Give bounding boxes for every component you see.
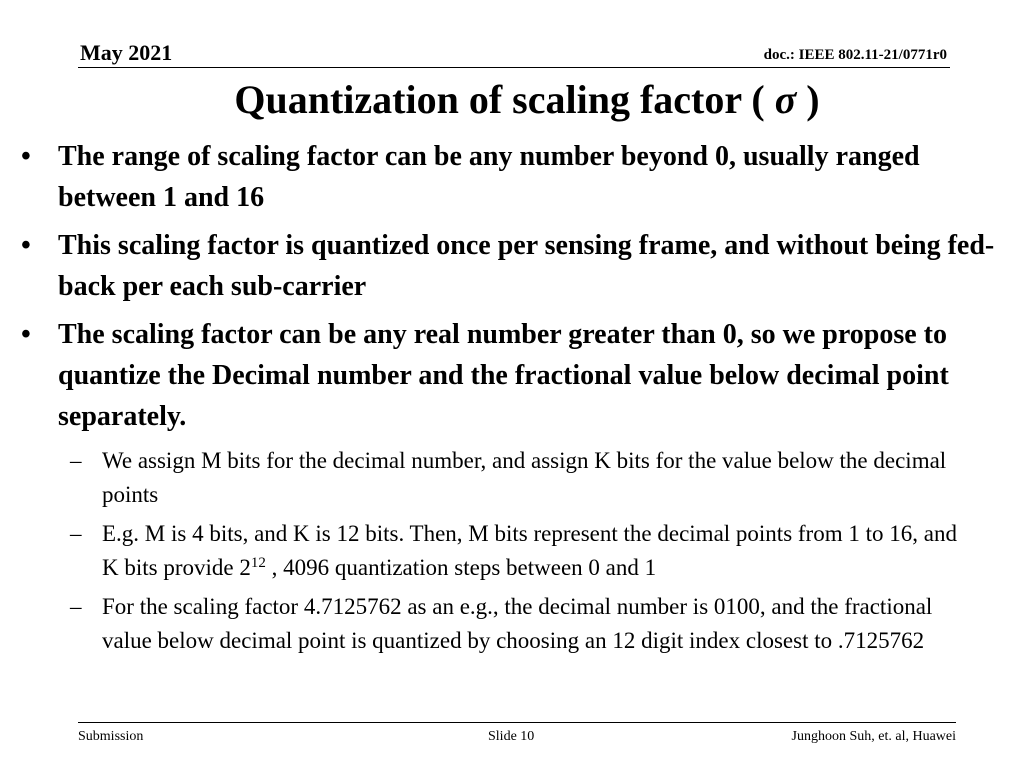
bullet-text: The scaling factor can be any real number greater than 0, so we propose to quantize the Decimal number and the fractional value below decimal point separately.	[58, 319, 949, 432]
slide-title-text: Quantization of scaling factor (	[234, 77, 775, 122]
header-doc-id: doc.: IEEE 802.11-21/0771r0	[763, 47, 947, 63]
slide-title	[0, 74, 1024, 126]
bullet-marker: •	[21, 319, 31, 350]
bullet-text: This scaling factor is quantized once per sensing frame, and without being fed-back per each sub-carrier	[58, 230, 995, 302]
sub-bullet-marker: –	[70, 448, 82, 473]
bullet-marker: •	[21, 230, 31, 261]
bullet-marker: •	[21, 141, 31, 172]
header-divider	[78, 67, 950, 68]
sub-bullet-item	[18, 444, 1014, 512]
sub-bullet-text: E.g. M is 4 bits, and K is 12 bits. Then, M bits represent the decimal points from 1 to 16, and K bits provide 2	[102, 521, 957, 580]
sub-bullet-text: We assign M bits for the decimal number, and assign K bits for the value below the decimal points	[102, 448, 947, 507]
footer-authors: Junghoon Suh, et. al, Huawei	[791, 729, 956, 744]
sub-bullet-marker: –	[70, 594, 82, 619]
header-date: May 2021	[80, 40, 173, 65]
footer-submission: Submission	[78, 729, 144, 744]
bullet-item	[18, 225, 1014, 307]
superscript-exponent: 12	[250, 555, 266, 571]
bullet-item	[18, 136, 1014, 218]
sub-bullet-marker: –	[70, 521, 82, 546]
sigma-symbol: σ	[774, 77, 797, 122]
sub-bullet-text-cont: , 4096 quantization steps between 0 and 1	[265, 555, 657, 580]
bullet-text: The range of scaling factor can be any number beyond 0, usually ranged between 1 and 16	[58, 141, 920, 213]
slide-body	[18, 136, 1014, 663]
slide-title-close: )	[796, 77, 820, 122]
sub-bullet-item	[18, 517, 1014, 585]
footer-divider	[78, 722, 956, 723]
bullet-item	[18, 314, 1014, 437]
sub-bullet-text: For the scaling factor 4.7125762 as an e.g., the decimal number is 0100, and the fractional value below decimal point is quantized by choosing an 12 digit index closest to .7125762	[102, 594, 933, 653]
footer-slide-number: Slide 10	[488, 729, 535, 744]
sub-bullet-item	[18, 590, 1014, 658]
